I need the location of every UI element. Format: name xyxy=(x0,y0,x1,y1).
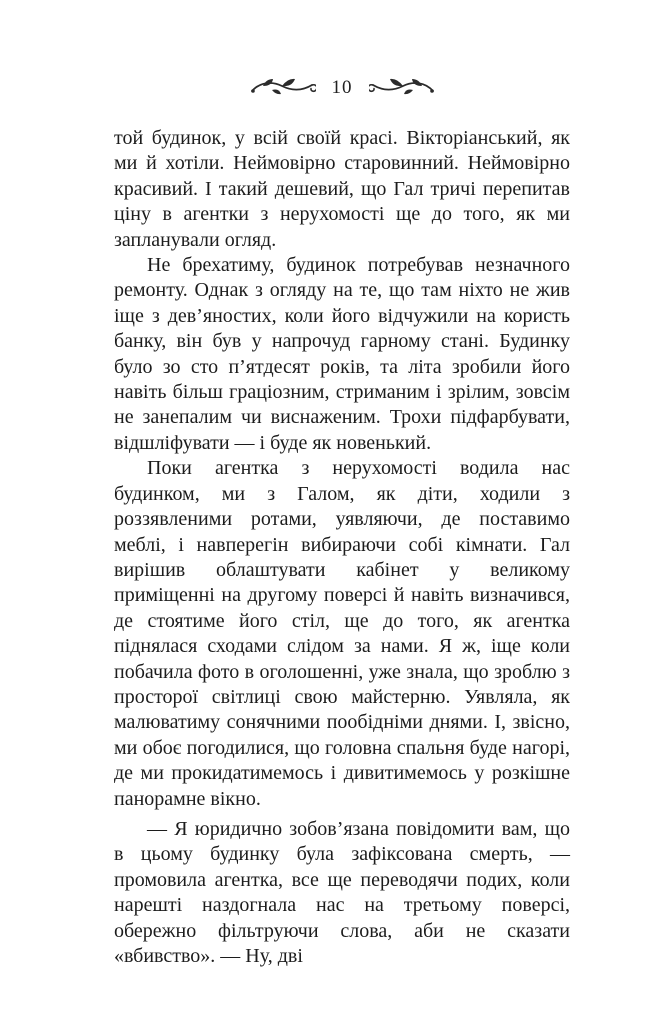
paragraph-dialogue: — Я юридично зобов’язана повідомити вам, що в цьому будинку була зафіксована смерть, — промовила агентка, все ще переводячи подих, коли нарешті наздогнала нас на третьому поверсі, обережно фільтруючи слова, аби не сказати «вбивство». — Ну, дві xyxy=(114,817,570,967)
floral-flourish-left-icon xyxy=(250,78,316,98)
page-header xyxy=(114,76,570,100)
paragraph: Поки агентка з нерухомості водила нас будинком, ми з Галом, як діти, ходили з роззявленими ротами, уявляючи, де поставимо меблі, і навперегін вибираючи собі кімнати. Гал вирішив облаштувати кабінет у великому приміщенні на другому поверсі й навіть визначився, де стоятиме його стіл, ще до того, як агентка піднялася сходами слідом за нами. Я ж, іще коли побачила фото в оголошенні, уже знала, що зроблю з просторої світлиці свою майстерню. Уявляла, як малюватиму сонячними пообідніми днями. І, звісно, ми обоє погодилися, що головна спальня буде нагорі, де ми прокидатимемось і дивитимемось у розкішне панорамне вікно. xyxy=(114,457,570,810)
page-number: 10 xyxy=(331,76,353,98)
paragraph: Не брехатиму, будинок потребував незначного ремонту. Однак з огляду на те, що там ніхто не жив іще з дев’яностих, коли його відчужили на користь банку, він був у напрочуд гарному стані. Будинку було зо сто п’ятдесят років, та літа зробили його навіть більш граціозним, стриманим і зрілим, зовсім не занепалим чи виснаженим. Трохи підфарбувати, відшліфувати — і буде як новенький. xyxy=(114,254,570,454)
floral-flourish-right-icon xyxy=(369,78,435,98)
body-text xyxy=(114,126,570,969)
paragraph-continuation: той будинок, у всій своїй красі. Вікторіанський, як ми й хотіли. Неймовірно старовинний. Неймовірно красивий. І такий дешевий, що Гал тричі перепитав ціну в агентки з нерухомості ще до того, як ми запланували огляд. xyxy=(114,127,570,251)
